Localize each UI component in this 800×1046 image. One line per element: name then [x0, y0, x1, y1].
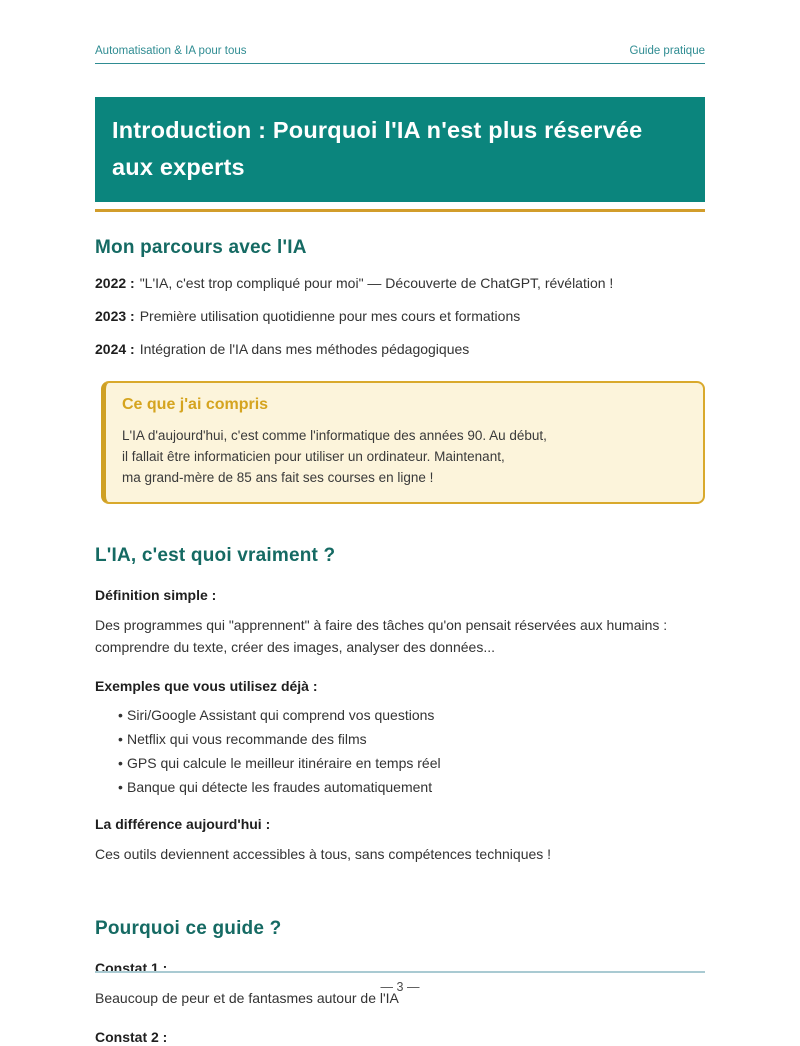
- definition-label: Définition simple :: [95, 587, 217, 603]
- gold-divider: [95, 209, 705, 212]
- constat1-text: Beaucoup de peur et de fantasmes autour de l'IA: [95, 990, 399, 1006]
- timeline-year: 2024 :: [95, 341, 135, 357]
- list-item: • GPS qui calcule le meilleur itinéraire en temps réel: [95, 755, 705, 772]
- list-item: • Siri/Google Assistant qui comprend vos questions: [95, 707, 705, 724]
- callout-heading: Ce que j'ai compris: [122, 396, 269, 413]
- chapter-title: Introduction : Pourquoi l'IA n'est plus réservée aux experts: [112, 117, 643, 180]
- timeline-row-2022: [95, 275, 705, 292]
- callout-line: il fallait être informaticien pour utiliser un ordinateur. Maintenant,: [122, 449, 505, 464]
- constat1-label: Constat 1 :: [95, 960, 168, 976]
- page-header: [95, 0, 705, 64]
- timeline-text: "L'IA, c'est trop compliqué pour moi" — Découverte de ChatGPT, révélation !: [139, 275, 614, 291]
- list-item: • Banque qui détecte les fraudes automatiquement: [95, 779, 705, 796]
- difference-text: Ces outils deviennent accessibles à tous, sans compétences techniques !: [95, 846, 552, 862]
- timeline-text: Intégration de l'IA dans mes méthodes pédagogiques: [139, 341, 470, 357]
- insight-callout-box: [101, 381, 705, 504]
- page-footer: [95, 971, 705, 994]
- examples-label: Exemples que vous utilisez déjà :: [95, 678, 318, 694]
- difference-label: La différence aujourd'hui :: [95, 816, 271, 832]
- timeline-year: 2022 :: [95, 275, 135, 291]
- timeline-text: Première utilisation quotidienne pour mes cours et formations: [139, 308, 521, 324]
- header-right-title: Guide pratique: [629, 45, 705, 57]
- timeline-row-2023: [95, 308, 705, 325]
- chapter-title-banner: [95, 97, 705, 202]
- constat2-label: Constat 2 :: [95, 1029, 168, 1045]
- timeline: [95, 275, 705, 358]
- page-number: — 3 —: [380, 980, 420, 994]
- callout-line: L'IA d'aujourd'hui, c'est comme l'informatique des années 90. Au début,: [122, 428, 547, 443]
- header-left-title: Automatisation & IA pour tous: [95, 45, 247, 57]
- section-heading-pourquoi: Pourquoi ce guide ?: [95, 918, 282, 939]
- section-heading-quoi: L'IA, c'est quoi vraiment ?: [95, 545, 336, 566]
- timeline-year: 2023 :: [95, 308, 135, 324]
- list-item: • Netflix qui vous recommande des films: [95, 731, 705, 748]
- section-heading-parcours: Mon parcours avec l'IA: [95, 237, 307, 258]
- timeline-row-2024: [95, 341, 705, 358]
- definition-text: Des programmes qui "apprennent" à faire des tâches qu'on pensait réservées aux humains : comprendre du texte, créer des images, analyser des données...: [95, 617, 668, 655]
- examples-list: [95, 707, 705, 796]
- callout-line: ma grand-mère de 85 ans fait ses courses en ligne !: [122, 470, 434, 485]
